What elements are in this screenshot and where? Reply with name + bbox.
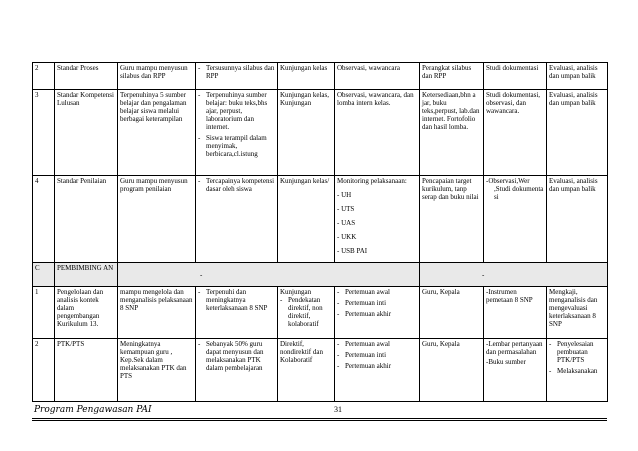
component-cell: PTK/PTS — [55, 339, 118, 402]
section-span-a — [118, 263, 420, 287]
method-cell: -Instrumen pemetaan 8 SNP — [484, 287, 547, 339]
technique-cell: Observasi, wawancara, dan lomba intern kelas. — [335, 90, 420, 176]
section-row — [33, 263, 608, 287]
section-span-b — [420, 263, 608, 287]
technique-item: - Pertemuan akhir — [337, 310, 417, 318]
target-label: Kunjungan — [280, 288, 312, 296]
method-cell: Studi dokumentasi, observasi, dan wawancara. — [484, 90, 547, 176]
table-row — [33, 90, 608, 176]
target-cell: Kunjungan kelas/ — [278, 176, 335, 263]
instrument-cell: Pencapaian target kurikulum, tanp serap dan buku nilai — [420, 176, 484, 263]
table-row — [33, 339, 608, 402]
technique-item: - Pertemuan awal — [337, 288, 417, 296]
footer-rule — [32, 418, 607, 421]
activity-cell: Meningkatnya kemampuan guru , Kep.Sek dalam melaksanakan PTK dan PTS — [118, 339, 196, 402]
technique-item: - Pertemuan awal — [337, 340, 417, 348]
activity-cell: Guru mampu menyusun silabus dan RPP — [118, 63, 196, 90]
followup-item: - Penyelesaian pembuatan PTK/PTS — [549, 340, 605, 364]
component-cell: Standar Penilaian — [55, 176, 118, 263]
followup-cell — [547, 339, 608, 402]
dash-mark: - — [482, 270, 485, 279]
indicator-cell — [196, 176, 278, 263]
technique-cell: Observasi, wawancara — [335, 63, 420, 90]
indicator-item: - Tersusunnya silabus dan RPP — [198, 64, 275, 80]
table-row — [33, 63, 608, 90]
footer-title: Program Pengawasan PAI — [34, 405, 152, 415]
target-item: - Pendekatan direktif, non direktif, kolaboratif — [280, 296, 332, 328]
technique-cell — [335, 287, 420, 339]
indicator-item: - Terpenuhinya sumber belajar: buku teks,bhs ajar, perpust, laboratorium dan internet. — [198, 91, 275, 131]
indicator-item: - Tercapainya kompetensi dasar oleh siswa — [198, 177, 275, 193]
row-number: 2 — [33, 339, 55, 402]
followup-cell: Mengkaji, menganalisis dan mengevaluasi keterlaksanaan 8 SNP — [547, 287, 608, 339]
indicator-cell — [196, 287, 278, 339]
activity-cell: Guru mampu menyusun program penilaian — [118, 176, 196, 263]
indicator-item: - Terpenuhi dan meningkatnya keterlaksanaan 8 SNP — [198, 288, 275, 312]
technique-item: - UKK — [337, 233, 357, 241]
followup-item: - Melaksanakan — [549, 367, 605, 375]
program-table — [32, 62, 608, 402]
followup-cell: Evaluasi, analisis dan umpan balik — [547, 90, 608, 176]
instrument-cell: Guru, Kepala — [420, 287, 484, 339]
method-line: -Buku sumber — [486, 358, 526, 366]
technique-item: - Pertemuan inti — [337, 351, 417, 359]
technique-item: - UAS — [337, 219, 356, 227]
instrument-cell: Guru, Kepala — [420, 339, 484, 402]
target-cell: Direktif, nondirektif dan Kolaboratif — [278, 339, 335, 402]
technique-item: Monitoring pelaksanaan: — [337, 177, 407, 185]
component-cell: Standar Proses — [55, 63, 118, 90]
technique-cell — [335, 176, 420, 263]
instrument-cell: Ketersediaan,bhn a jar, buku teks,perpust, lab.dan internet. Fortofolio dan hasil lomba. — [420, 90, 484, 176]
target-cell: Kunjungan kelas, Kunjungan — [278, 90, 335, 176]
indicator-cell — [196, 90, 278, 176]
technique-item: - UTS — [337, 205, 355, 213]
table-row — [33, 176, 608, 263]
row-number: 4 — [33, 176, 55, 263]
method-cell — [484, 176, 547, 263]
component-cell: Standar Kompetensi Lulusan — [55, 90, 118, 176]
technique-item: - Pertemuan akhir — [337, 362, 417, 370]
indicator-cell — [196, 63, 278, 90]
followup-cell: Evaluasi, analisis dan umpan balik — [547, 63, 608, 90]
row-number: 2 — [33, 63, 55, 90]
technique-cell — [335, 339, 420, 402]
dash-mark: - — [200, 270, 203, 279]
indicator-item: - Siswa terampil dalam menyimak, berbicara,cl.istung — [198, 134, 275, 158]
method-line: ,Studi dokumenta si — [494, 185, 544, 201]
method-cell: Studi dokumentasi — [484, 63, 547, 90]
row-number: 1 — [33, 287, 55, 339]
activity-cell: Terpenuhinya 5 sumber belajar dan pengalaman belajar siswa melalui berbagai keterampilan — [118, 90, 196, 176]
indicator-item: - Sebanyak 50% guru dapat menyusun dan melaksanakan PTK dalam pembelajaran — [198, 340, 275, 372]
indicator-cell — [196, 339, 278, 402]
target-cell: Kunjungan kelas — [278, 63, 335, 90]
method-cell — [484, 339, 547, 402]
activity-cell: mampu mengelola dan menganalisis pelaksanaan 8 SNP — [118, 287, 196, 339]
followup-cell: Evaluasi, analisis dan umpan balik — [547, 176, 608, 263]
page-number: 31 — [334, 405, 342, 414]
technique-item: - UH — [337, 191, 352, 199]
instrument-cell: Perangkat silabus dan RPP — [420, 63, 484, 90]
method-line: -Lembar pertanyaan dan permasalahan — [486, 340, 543, 356]
row-number: 3 — [33, 90, 55, 176]
target-cell — [278, 287, 335, 339]
technique-item: - Pertemuan inti — [337, 299, 417, 307]
component-cell: Pengelolaan dan analisis kontek dalam pengembangan Kurikulum 13. — [55, 287, 118, 339]
section-number: C — [33, 263, 55, 287]
technique-item: - USB PAI — [337, 247, 368, 255]
section-title: PEMBIMBING AN — [55, 263, 118, 287]
method-line: -Observasi,Wer — [486, 177, 530, 185]
table-row — [33, 287, 608, 339]
page-footer — [32, 404, 607, 418]
